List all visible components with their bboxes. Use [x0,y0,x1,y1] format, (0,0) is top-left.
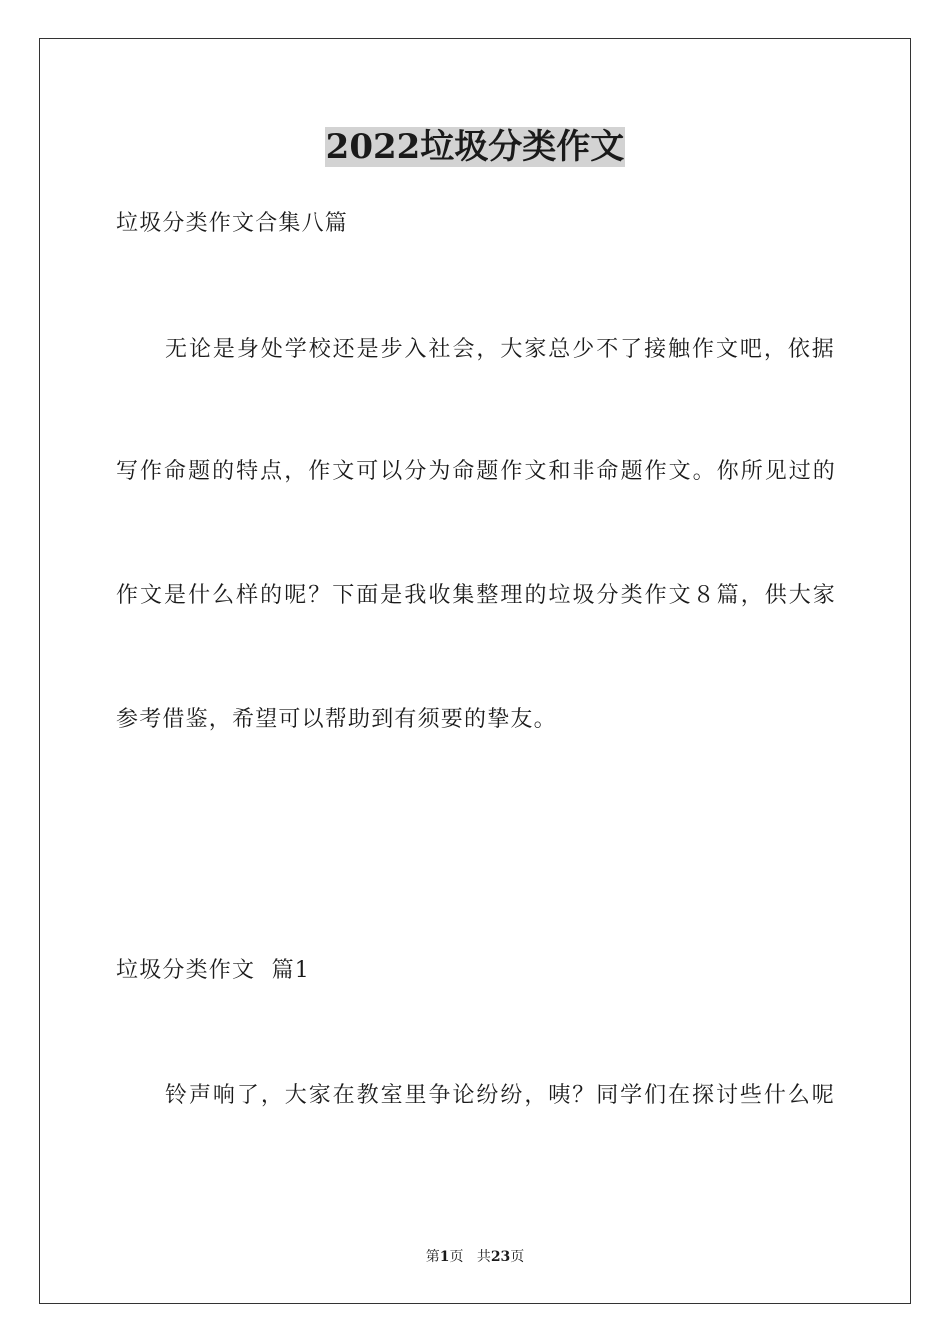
intro-paragraph-line-2: 写作命题的特点，作文可以分为命题作文和非命题作文。你所见过的 [116,459,836,484]
document-title-text: 2022垃圾分类作文 [325,127,625,167]
intro-paragraph-line-1: 无论是身处学校还是步入社会，大家总少不了接触作文吧，依据 [165,337,835,362]
footer-page-number: 1 [439,1249,450,1265]
footer-total-pages: 23 [490,1249,511,1265]
section-heading: 垃圾分类作文 篇1 [116,958,310,983]
footer-total-suffix: 页 [510,1249,525,1265]
intro-paragraph-line-3: 作文是什么样的呢？下面是我收集整理的垃圾分类作文８篇，供大家 [116,583,836,608]
intro-paragraph-line-4: 参考借鉴，希望可以帮助到有须要的挚友。 [116,707,557,732]
footer-total-prefix: 共 [476,1249,491,1265]
document-title [0,125,950,169]
section-paragraph-line-1: 铃声响了，大家在教室里争论纷纷，咦？同学们在探讨些什么呢 [165,1083,835,1108]
page-footer [0,1247,950,1267]
footer-page-prefix: 第 [425,1249,440,1265]
document-subtitle: 垃圾分类作文合集八篇 [116,211,349,236]
footer-page-suffix: 页 [449,1249,464,1265]
